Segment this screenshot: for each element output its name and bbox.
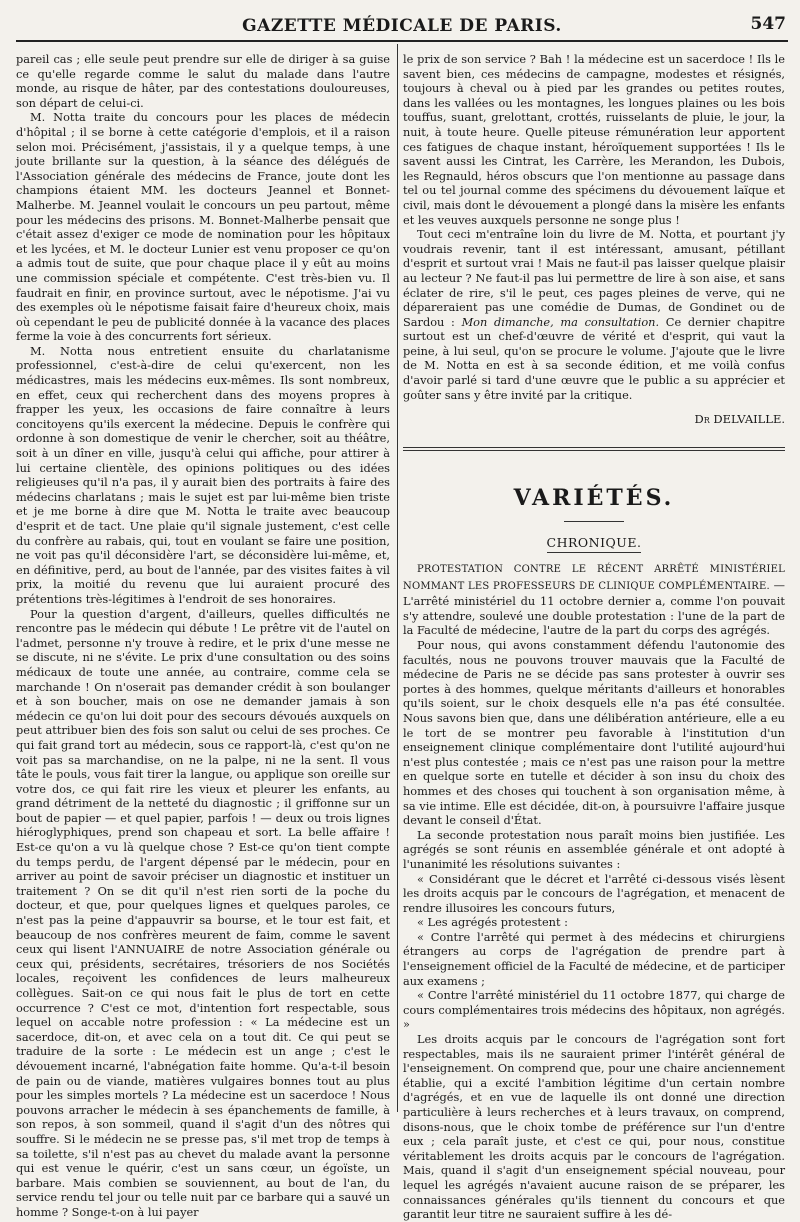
paragraph <box>403 561 785 638</box>
paragraph: La seconde protestation nous paraît moins bien justifiée. Les agrégés se sont réunis en assemblée générale et ont adopté à l'unanimité les résolutions suivantes : <box>403 827 785 871</box>
quote-paragraph: « Considérant que le décret et l'arrêté ci-dessous visés lèsent les droits acquis par le concours de l'agrégation, et menacent de rendre illusoires les concours futurs, <box>403 871 785 915</box>
journal-title: GAZETTE MÉDICALE DE PARIS. <box>242 16 562 36</box>
left-column <box>16 52 390 1219</box>
book-chapter-title: Mon dimanche, ma consultation. <box>461 314 660 329</box>
paragraph: pareil cas ; elle seule peut prendre sur elle de diriger à sa guise ce qu'elle regarde comme le salut du malade dans l'autre monde, au risque de hâter, par des contestations douloureuses, son départ de celui-ci. <box>16 52 390 110</box>
page-number: 547 <box>750 14 786 34</box>
paragraph: M. Notta traite du concours pour les places de médecin d'hôpital ; il se borne à cette catégorie d'emplois, et il a raison selon moi. Précisément, j'assistais, il y a quelque temps, à une joute brillante sur la question, à la séance des délégués de l'Association générale des médecins de France, joute dont les champions étaient MM. les docteurs Jeannel et Bonnet-Malherbe. M. Jeannel voulait le concours un peu partout, même pour les médecins des prisons. M. Bonnet-Malherbe pensait que c'était assez d'exiger ce mode de nomination pour les hôpitaux et les lycées, et M. le docteur Lunier est venu proposer ce qu'on a admis tout de suite, que pour chaque place il y eût au moins une commission spéciale et compétente. C'est très-bien vu. Il faudrait en finir, en province surtout, avec le népotisme. J'ai vu des exemples où le népotisme faisait faire d'heureux choix, mais où cependant le peu de publicité donnée à la vacance des places ferme la voie à des concurrents fort sérieux. <box>16 110 390 344</box>
page-header <box>16 10 788 42</box>
quote-paragraph: « Contre l'arrêté qui permet à des médecins et chirurgiens étrangers au corps de l'agrégation de prendre part à l'enseignement officiel de la Faculté de médecine, et de participer aux examens ; <box>403 929 785 988</box>
title-rule <box>564 521 624 522</box>
paragraph <box>403 227 785 402</box>
quote-paragraph: « Contre l'arrêté ministériel du 11 octobre 1877, qui charge de cours complémentaires trois médecins des hôpitaux, non agrégés. » <box>403 988 785 1032</box>
paragraph: Pour la question d'argent, d'ailleurs, quelles difficultés ne rencontre pas le médecin qui débute ! Le prêtre vit de l'autel on l'admet, personne n'y trouve à redire, et le prix d'une messe ne se discute, ni ne s'évite. Le prix d'une consultation ou des soins médicaux de toute une année, au contraire, comme cela se marchande ! On n'oserait pas demander crédit à son boulanger et à son boucher, mais on ose ne demander jamais à son médecin ce qu'on lui doit pour des secours dévoués auxquels on peut attribuer bien des fois son salut ou celui de ses proches. Ce qui fait grand tort au médecin, sous ce rapport-là, c'est qu'on ne voit pas sa marchandise, on ne la palpe, ni ne la sent. Il vous tâte le pouls, vous fait tirer la langue, ou applique son oreille sur votre dos, ce qui fait rire les vieux et pleurer les enfants, au grand détriment de la netteté du diagnostic ; il griffonne sur un bout de papier — et quel papier, parfois ! — deux ou trois lignes hiéroglyphiques, prend son chapeau et sort. La belle affaire ! Est-ce qu'on a vu là quelque chose ? Est-ce qu'on tient compte du temps perdu, de l'argent dépensé par le médecin, pour en arriver au point de savoir préciser un diagnostic et instituer un traitement ? On se dit qu'il n'est rien sorti de la poche du docteur, et que, pour quelques lignes et quelques paroles, ce n'est pas la peine d'appauvrir sa bourse, et le tour est fait, et beaucoup de nos confrères meurent de faim, comme le savent ceux qui lisent l'ANNUAIRE de notre Association générale ou ceux qui, présidents, secrétaires, trésoriers de nos Sociétés locales, reçoivent les confidences de leurs malheureux collègues. Sait-on ce qui nous fait le plus de tort en cette occurrence ? C'est ce mot, d'intention fort respectable, sous lequel on accable notre profession : « La médecine est un sacerdoce, dit-on, et avec cela on a tout dit. Ce qui peut se traduire de la sorte : Le médecin est un ange ; c'est le dévouement incarné, l'abnégation faite homme. Qu'a-t-il besoin de pain ou de viande, matières vulgaires bonnes tout au plus pour les simples mortels ? La médecine est un sacerdoce ! Nous pouvons arracher le médecin à ses épanchements de famille, à son repos, à son sommeil, quand il s'agit d'un des nôtres qui souffre. Si le médecin ne se presse pas, s'il met trop de temps à sa toilette, s'il n'est pas au chevet du malade avant la personne qui est venue le quérir, c'est un sans cœur, un égoïste, un barbare. Mais combien se souviennent, au bout de l'an, du service rendu tel jour ou telle nuit par ce barbare qui a sauvé un homme ? Songe-t-on à lui payer <box>16 606 390 1219</box>
paragraph: M. Notta nous entretient ensuite du charlatanisme professionnel, c'est-à-dire de celui qu'exercent, non les médicastres, mais les médecins eux-mêmes. Ils sont nombreux, en effet, ceux qui recherchent dans des moyens propres à frapper les yeux, les occasions de faire connaître à leurs concitoyens qu'ils exercent la médecine. Depuis le confrère qui ordonne à son domestique de venir le chercher, soit au théâtre, soit à un dîner en ville, jusqu'à celui qui affiche, pour attirer à lui certaine clientèle, des opinions politiques ou des idées religieuses qu'il n'a pas, il y aurait bien des portraits à faire des médecins charlatans ; mais le sujet est par lui-même bien triste et je me borne à dire que M. Notta le traite avec beaucoup d'esprit et de tact. Une plaie qu'il signale justement, c'est celle du confrère au rabais, qui, tout en voulant se faire une position, ne voit pas qu'il déconsidère l'art, se déconsidère lui-même, et, en définitive, perd, au bout de l'année, par des visites faites à vil prix, la moitié du revenu que lui auraient procuré des prétentions très-légitimes à l'endroit de ses honoraires. <box>16 343 390 606</box>
quote-paragraph: « Les agrégés protestent : <box>417 915 568 930</box>
paragraph-text: — L'arrêté ministériel du 11 octobre dernier a, comme l'on pouvait s'y attendre, soulevé une double protestation : l'une de la part de la Faculté de médecine, l'autre de la part du corps des agrégés. <box>403 577 785 638</box>
paragraph-text: Tout ceci m'entraîne loin du livre de M. Notta, et pourtant j'y voudrais revenir, tant il est intéressant, amusant, pétillant d'esprit et surtout vrai ! Mais ne faut-il pas laisser quelque plaisir au lecteur ? Ne faut-il pas lui permettre de lire à son aise, et sans éclater de rire, s'il le peut, ces pages pleines de verve, qui ne dépareraient pas une comédie de Dumas, de Gondinet ou de Sardou : <box>403 227 785 329</box>
protest-heading: PROTESTATION CONTRE LE RÉCENT ARRÊTÉ MINISTÉRIEL NOMMANT LES PROFESSEURS DE CLINIQUE COMPLÉMENTAIRE. <box>403 564 785 592</box>
paragraph: le prix de son service ? Bah ! la médecine est un sacerdoce ! Ils le savent bien, ces médecins de campagne, modestes et résignés, toujours à cheval ou à pied par les grandes ou petites routes, dans les vallées ou les montagnes, les longues plaines ou les bois touffus, suant, grelottant, crottés, ruisselants de pluie, le jour, la nuit, à toute heure. Quelle piteuse rémunération leur apportent ces fatigues de chaque instant, héroïquement supportées ! Ils le savent aussi les Cintrat, les Carrère, les Merandon, les Dubois, les Regnauld, héros obscurs que l'on mentionne au passage dans tel ou tel journal comme des spécimens du dévouement laïque et civil, mais dont le dévouement a plongé dans la misère les enfants et les veuves auxquels personne ne songe plus ! <box>403 52 785 227</box>
subsection-title: CHRONIQUE. <box>403 536 785 551</box>
column-divider <box>397 44 398 1112</box>
right-column <box>403 52 785 1222</box>
paragraph: Les droits acquis par le concours de l'agrégation sont fort respectables, mais ils ne sauraient primer l'intérêt général de l'enseignement. On comprend que, pour une chaire anciennement établie, qui a excité l'ambition légitime d'un certain nombre d'agrégés, et en vue de laquelle ils ont donné une direction particulière à leurs recherches et à leurs travaux, on comprend, disons-nous, que le choix tombe de préférence sur l'un d'entre eux ; cela paraît juste, et c'est ce qui, pour nous, constitue véritablement les droits acquis par le concours de l'agrégation. Mais, quand il s'agit d'un enseignement spécial nouveau, pour lequel les agrégés n'avaient aucune raison de se préparer, les connaissances générales qu'ils tiennent du concours et que garantit leur titre ne sauraient suffire à les dé- <box>403 1032 785 1222</box>
section-separator <box>403 447 785 451</box>
paragraph: Pour nous, qui avons constamment défendu l'autonomie des facultés, nous ne pouvons trouver mauvais que la Faculté de médecine de Paris ne se décide pas sans protester à ouvrir ses portes à des hommes, quelque méritants d'ailleurs et honorables qu'ils soient, sur le choix desquels elle n'a pas été consultée. Nous savons bien que, dans une délibération antérieure, elle a eu le tort de se montrer peu favorable à l'institution d'un enseignement clinique complémentaire dont l'utilité aujourd'hui n'est plus contestée ; mais ce n'est pas une raison pour la mettre en quelque sorte en tutelle et décider à son insu du choix des hommes et des choses qui touchent à son organisation même, à sa vie intime. Elle est décidée, dit-on, à poursuivre l'affaire jusque devant le conseil d'État. <box>403 638 785 828</box>
author-signature: Dr DELVAILLE. <box>694 412 785 427</box>
section-title: VARIÉTÉS. <box>513 484 675 511</box>
paragraph-text: Ce dernier chapitre surtout est un chef-d'œuvre de vérité et d'esprit, qui vaut la peine, à lui seul, qu'on se procure le volume. J'ajoute que le livre de M. Notta en est à sa seconde édition, et me voilà confus d'avoir parlé si tard d'une œuvre que le public a su apprécier et goûter sans y être invité par la critique. <box>403 314 785 402</box>
